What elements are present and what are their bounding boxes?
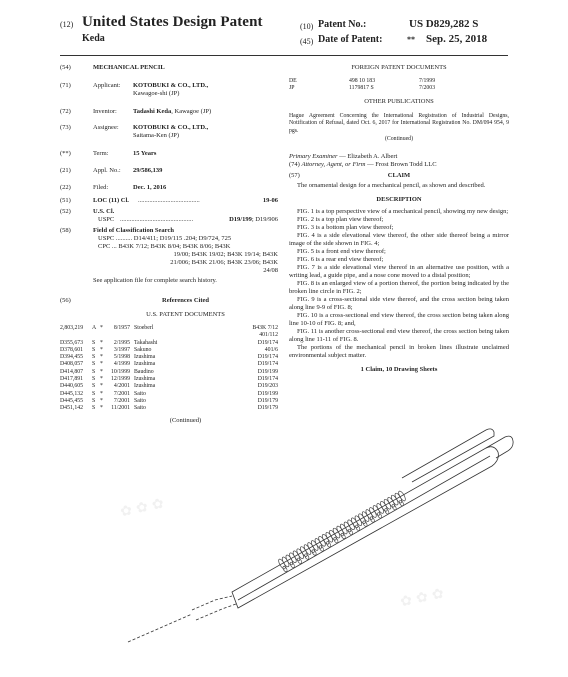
description-paragraph: FIG. 3 is a bottom plan view thereof; — [297, 224, 394, 232]
assignee-label: Assignee: — [93, 124, 119, 131]
description-paragraph: FIG. 1 is a top perspective view of a mechanical pencil, showing my new design; — [297, 208, 509, 216]
ref-date: 11/2001 — [111, 405, 130, 412]
ref-number: D417,891 — [60, 376, 84, 383]
uspc-dots: ............................................. — [120, 216, 194, 223]
grip-pattern — [277, 490, 406, 572]
ref-name: Takahashi — [134, 339, 158, 346]
ref-date: 4/2001 — [113, 383, 130, 390]
ref-number: D445,132 — [60, 390, 84, 397]
ref-class: D19/179 — [257, 405, 278, 412]
ref-class: D19/174 — [257, 376, 278, 383]
ref-number: D440,605 — [60, 383, 84, 390]
inventor-label: Inventor: — [93, 108, 117, 115]
ref-kind: A — [92, 325, 97, 331]
ref-class: B43K 7/12 — [252, 325, 278, 331]
ref-date: 5/1998 — [113, 354, 130, 361]
search-line: USPC .......... D14/411; D19/115 .204; D9/724, 725 — [98, 235, 232, 242]
ref-class: 401/112 — [259, 332, 278, 339]
description-paragraph: FIG. 2 is a top plan view thereof; — [297, 216, 384, 224]
ref-kind: S — [92, 354, 96, 361]
ref-date: 10/1999 — [110, 368, 130, 375]
references-label: References Cited — [162, 297, 209, 304]
ref-date: 4/1999 — [113, 361, 130, 368]
ref-star: * — [100, 390, 103, 397]
inventor-location: , Kawagoe (JP) — [171, 108, 212, 115]
watermark: ✿ ✿ ✿ — [118, 495, 166, 521]
applicant-label: Applicant: — [93, 82, 121, 89]
ref-kind: S — [92, 368, 96, 375]
field-code: (22) — [60, 184, 71, 191]
field-code: (56) — [60, 297, 71, 304]
ref-kind: S — [92, 383, 96, 390]
ref-number: D378,601 — [60, 346, 84, 353]
field-search-label: Field of Classification Search — [93, 227, 174, 234]
ref-number: D355,673 — [60, 339, 84, 346]
ref-number: D414,807 — [60, 368, 84, 375]
ref-kind: S — [92, 397, 96, 404]
filed-value: Dec. 1, 2016 — [133, 184, 167, 191]
ref-date: 2/1995 — [113, 339, 130, 346]
description-paragraph: FIG. 4 is a side elevational view thereof, the other side thereof being a mirror image of the side shown in FIG. 4; — [289, 232, 509, 248]
watermark: ✿ ✿ ✿ — [398, 585, 446, 611]
ref-date: 7/2001 — [113, 390, 130, 397]
applicant-location: Kawagoe-shi (JP) — [133, 90, 180, 97]
appl-no-value: 29/586,139 — [133, 167, 163, 174]
examiner-label: Primary Examiner — [289, 153, 338, 161]
attorney-label: Attorney, Agent, or Firm — [301, 161, 366, 169]
inventor-short: Keda — [82, 33, 105, 44]
description-paragraph: FIG. 7 is a side elevational view thereof in an alternative use position, with a writing lead, a guide pipe, and a nose cone moved to a distal position; — [289, 264, 509, 280]
description-paragraph: The portions of the mechanical pencil in broken lines illustrate unclaimed environmental subject matter. — [289, 344, 509, 360]
foreign-number: 498 10 183 — [349, 78, 376, 84]
search-note: See application file for complete search history. — [93, 277, 217, 284]
applicant-name: KOTOBUKI & CO., LTD., — [133, 82, 209, 89]
search-line: 21/006; B43K 21/06; B43K 23/06; B43K — [170, 259, 278, 266]
ref-star: * — [100, 346, 103, 353]
ref-star: * — [100, 361, 103, 368]
ref-kind: S — [92, 361, 96, 368]
foreign-country: DE — [289, 78, 297, 84]
other-publications-title: OTHER PUBLICATIONS — [364, 98, 434, 105]
foreign-country: JP — [289, 85, 295, 92]
ref-name: Izushima — [134, 383, 156, 390]
ref-name: Stoeberl — [134, 325, 154, 331]
foreign-date: 7/1999 — [419, 78, 436, 84]
claim-code: (57) — [289, 172, 300, 180]
ref-name: Izushima — [134, 354, 156, 361]
ref-name: Izushima — [134, 361, 156, 368]
ref-class: D19/199 — [257, 390, 278, 397]
ref-class: D19/199 — [257, 368, 278, 375]
appl-no-label: Appl. No.: — [93, 167, 121, 174]
claim-title: CLAIM — [387, 172, 411, 180]
loc-label: LOC (11) Cl. — [93, 197, 129, 204]
ref-name: Saito — [134, 390, 146, 397]
loc-dots: ...................................... — [138, 197, 200, 204]
ref-star: * — [100, 325, 103, 331]
patent-date: Sep. 25, 2018 — [426, 33, 488, 45]
field-code: (**) — [60, 150, 71, 157]
us-patent-docs-title: U.S. PATENT DOCUMENTS — [146, 311, 225, 318]
ref-number: D394,455 — [60, 354, 84, 361]
date-stars: ** — [407, 35, 415, 44]
ref-number: 2,803,219 — [60, 325, 84, 331]
filed-label: Filed: — [93, 184, 109, 191]
assignee-location: Saitama-Ken (JP) — [133, 132, 180, 139]
ref-star: * — [100, 368, 103, 375]
search-line: CPC ... B43K 7/12; B43K 8/04; B43K 8/06; B43K — [98, 243, 231, 250]
search-line: 19/00; B43K 19/02; B43K 19/14; B43K — [173, 251, 278, 258]
ref-class: D19/179 — [257, 397, 278, 404]
design-title: MECHANICAL PENCIL — [93, 64, 165, 71]
ref-date: 8/1957 — [113, 325, 130, 331]
broken-line-cone-lower — [196, 604, 236, 620]
search-line: 24/08 — [263, 267, 278, 274]
patent-no-label: Patent No.: — [318, 19, 367, 30]
ref-number: D451,142 — [60, 405, 84, 412]
patent-number: US D829,282 S — [409, 18, 479, 30]
description-paragraph: FIG. 10 is a cross-sectional end view thereof, the cross section being taken along line 10-10 of FIG. 8; and, — [289, 312, 509, 328]
ref-star: * — [100, 405, 103, 412]
ref-class: D19/174 — [257, 354, 278, 361]
ref-date: 3/1997 — [113, 346, 130, 353]
ref-star: * — [100, 376, 103, 383]
ref-class: D19/174 — [257, 339, 278, 346]
assignee-name: KOTOBUKI & CO., LTD., — [133, 124, 209, 131]
uspc-label: USPC — [98, 216, 115, 223]
foreign-date: 7/2003 — [419, 85, 436, 92]
ref-kind: S — [92, 346, 96, 353]
ref-star: * — [100, 354, 103, 361]
field-code: (54) — [60, 64, 71, 71]
description-paragraph: FIG. 11 is another cross-sectional end view thereof, the cross section being taken along line 11-11 of FIG. 8. — [289, 328, 509, 344]
foreign-docs-title: FOREIGN PATENT DOCUMENTS — [351, 64, 447, 71]
date-label: Date of Patent: — [318, 34, 383, 45]
field-code: (52) — [60, 208, 71, 215]
inventor-name: Tadashi Keda — [133, 108, 172, 115]
attorney-name: — Frost Brown Todd LLC — [365, 161, 437, 169]
pencil-clip — [402, 429, 494, 482]
code-45: (45) — [300, 37, 314, 46]
references-continued: (Continued) — [169, 416, 202, 424]
ref-class: 401/6 — [264, 346, 278, 353]
field-code: (72) — [60, 108, 71, 115]
field-code: (58) — [60, 227, 71, 234]
description-paragraph: FIG. 8 is an enlarged view of a portion thereof, the portion being indicated by the broken line circle in FIG. 2; — [289, 280, 509, 296]
code-12: (12) — [60, 20, 74, 29]
ref-kind: S — [92, 339, 96, 346]
ref-kind: S — [92, 390, 96, 397]
ref-class: D19/174 — [257, 361, 278, 368]
ref-name: Saito — [134, 397, 146, 404]
description-paragraph: FIG. 6 is a rear end view thereof; — [297, 256, 384, 264]
ref-name: Saito — [134, 405, 146, 412]
ref-kind: S — [92, 405, 96, 412]
claims-count: 1 Claim, 10 Drawing Sheets — [360, 366, 438, 374]
claim-text: The ornamental design for a mechanical pencil, as shown and described. — [297, 182, 486, 190]
description-title: DESCRIPTION — [376, 196, 422, 204]
broken-line-tip — [128, 614, 192, 642]
uspc-value: D19/199 — [229, 216, 252, 223]
term-value: 15 Years — [133, 150, 157, 157]
ref-name: Izushima — [134, 376, 156, 383]
field-code: (73) — [60, 124, 71, 131]
field-code: (71) — [60, 82, 71, 89]
other-publications-continued: (Continued) — [384, 135, 413, 142]
term-label: Term: — [93, 150, 109, 157]
field-code: (51) — [60, 197, 71, 204]
us-cl-label: U.S. Cl. — [93, 208, 115, 215]
attorney-code: (74) — [289, 161, 300, 169]
field-code: (21) — [60, 167, 71, 174]
description-paragraph: FIG. 9 is a cross-sectional side view thereof, and the cross section being taken along line 9-9 of FIG. 8; — [289, 296, 509, 312]
ref-kind: S — [92, 376, 96, 383]
ref-number: D445,455 — [60, 397, 84, 404]
loc-value: 19-06 — [262, 197, 278, 204]
patent-type-title: United States Design Patent — [82, 14, 263, 30]
ref-name: Sakuno — [134, 346, 152, 353]
ref-date: 7/2001 — [113, 397, 130, 404]
ref-name: Baudino — [134, 368, 154, 375]
code-10: (10) — [300, 22, 314, 31]
description-paragraph: FIG. 5 is a front end view thereof; — [297, 248, 386, 256]
ref-number: D408,057 — [60, 361, 84, 368]
other-publications-text: Hague Agreement Concerning the International Registration of Industrial Designs, Notification of Refusal, dated Oct. 6, 2017 for International Registration No. DM/094 954, 9 pgs. — [289, 113, 509, 134]
uspc-value-2: ; D19/906 — [251, 216, 278, 223]
ref-star: * — [100, 383, 103, 390]
barrel-highlight-line — [238, 456, 490, 600]
ref-star: * — [100, 339, 103, 346]
examiner-name: — Elizabeth A. Albert — [337, 153, 398, 161]
ref-class: D19/203 — [257, 383, 278, 390]
foreign-number: 1179817 S — [349, 85, 374, 92]
ref-date: 12/1999 — [110, 376, 130, 383]
ref-star: * — [100, 397, 103, 404]
